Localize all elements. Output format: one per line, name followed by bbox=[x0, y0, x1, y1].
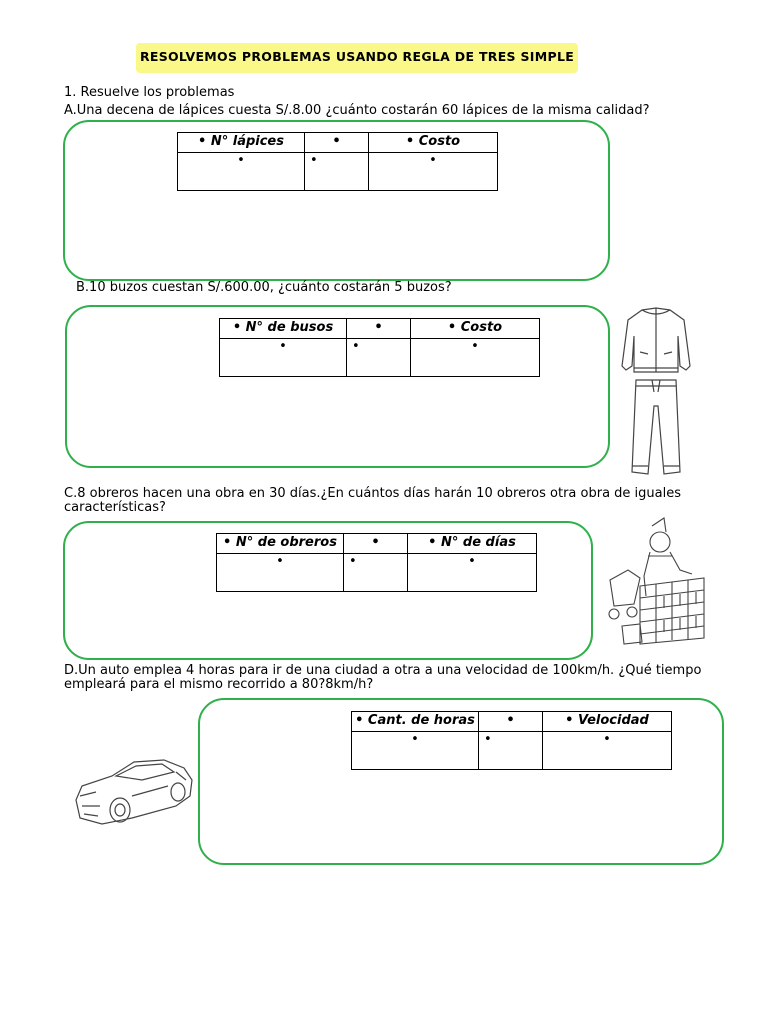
header-cell: • N° lápices bbox=[178, 133, 305, 153]
header-cell: • Cant. de horas bbox=[352, 712, 479, 732]
tracksuit-icon bbox=[612, 306, 698, 478]
col-label: N° de días bbox=[441, 535, 516, 550]
answer-cell[interactable]: • bbox=[344, 554, 408, 592]
col-label: Costo bbox=[460, 320, 503, 335]
header-cell: • Costo bbox=[369, 133, 498, 153]
problem-a-table bbox=[177, 132, 498, 191]
car-icon bbox=[72, 756, 196, 832]
header-cell: • Velocidad bbox=[543, 712, 672, 732]
answer-cell[interactable]: • bbox=[411, 339, 540, 377]
answer-cell[interactable]: • bbox=[352, 732, 479, 770]
problem-c-statement-line2: características? bbox=[64, 500, 166, 515]
col-label: N° de obreros bbox=[235, 535, 337, 550]
bricklayer-icon bbox=[600, 516, 708, 650]
problem-a-statement: A.Una decena de lápices cuesta S/.8.00 ¿cuánto costarán 60 lápices de la misma calidad? bbox=[64, 103, 650, 118]
answer-cell[interactable]: • bbox=[305, 153, 369, 191]
col-label: Velocidad bbox=[577, 713, 649, 728]
answer-cell[interactable]: • bbox=[178, 153, 305, 191]
answer-cell[interactable]: • bbox=[479, 732, 543, 770]
header-cell: • N° de días bbox=[408, 534, 537, 554]
problem-d-statement-line2: empleará para el mismo recorrido a 80?8km/h? bbox=[64, 677, 374, 692]
worksheet-title: RESOLVEMOS PROBLEMAS USANDO REGLA DE TRES SIMPLE bbox=[136, 43, 578, 73]
answer-cell[interactable]: • bbox=[220, 339, 347, 377]
problem-d-table bbox=[351, 711, 672, 770]
problem-c-table bbox=[216, 533, 537, 592]
header-cell: • N° de busos bbox=[220, 319, 347, 339]
col-label: Cant. de horas bbox=[367, 713, 475, 728]
header-cell: • N° de obreros bbox=[217, 534, 344, 554]
header-cell: • bbox=[344, 534, 408, 554]
answer-cell[interactable]: • bbox=[408, 554, 537, 592]
problem-c-statement-line1: C.8 obreros hacen una obra en 30 días.¿En cuántos días harán 10 obreros otra obra de iguales bbox=[64, 486, 682, 501]
col-label: N° de busos bbox=[245, 320, 334, 335]
problem-b-table bbox=[219, 318, 540, 377]
header-cell: • bbox=[347, 319, 411, 339]
problem-b-statement: B.10 buzos cuestan S/.600.00, ¿cuánto costarán 5 buzos? bbox=[76, 280, 452, 295]
col-label: N° lápices bbox=[210, 134, 284, 149]
header-cell: • bbox=[479, 712, 543, 732]
col-label: Costo bbox=[418, 134, 461, 149]
answer-cell[interactable]: • bbox=[217, 554, 344, 592]
header-cell: • bbox=[305, 133, 369, 153]
problem-d-statement-line1: D.Un auto emplea 4 horas para ir de una ciudad a otra a una velocidad de 100km/h. ¿Qué tiempo bbox=[64, 663, 702, 678]
answer-cell[interactable]: • bbox=[543, 732, 672, 770]
header-cell: • Costo bbox=[411, 319, 540, 339]
answer-cell[interactable]: • bbox=[369, 153, 498, 191]
answer-cell[interactable]: • bbox=[347, 339, 411, 377]
instructions: 1. Resuelve los problemas bbox=[64, 85, 235, 100]
